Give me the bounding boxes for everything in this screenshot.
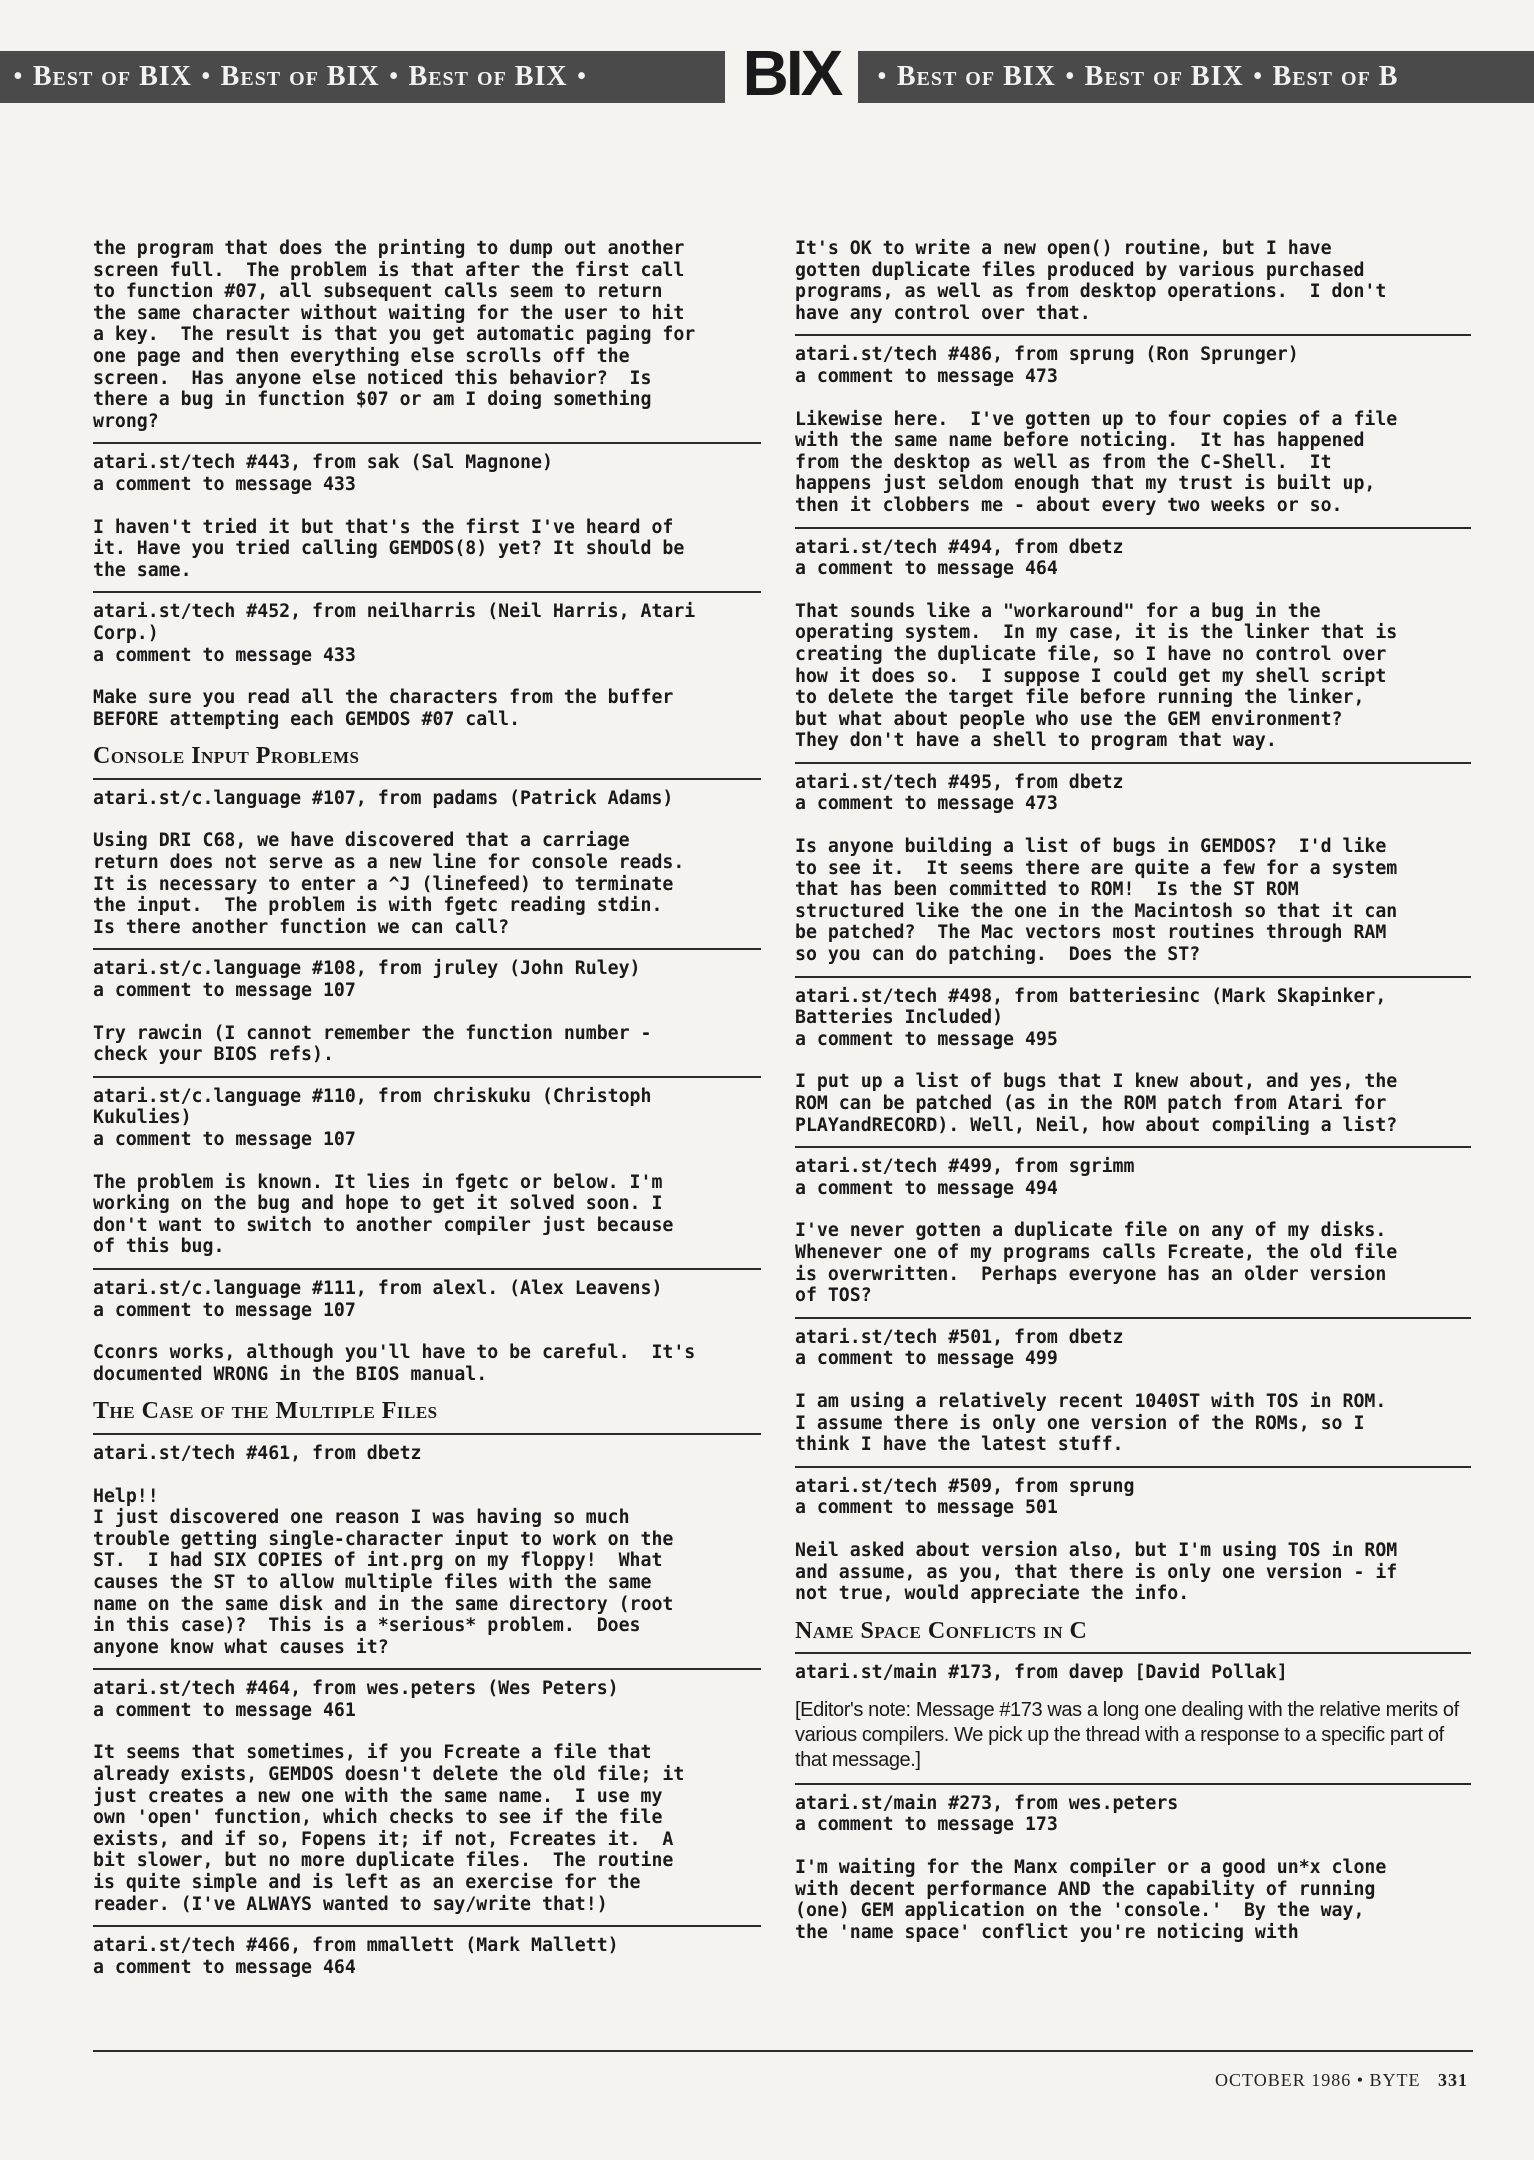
divider [93,1076,761,1078]
message-header: atari.st/tech #501, from dbetz a comment to message 499 [795,1326,1124,1370]
message-header: atari.st/tech #461, from dbetz [93,1442,422,1464]
message-body: Cconrs works, although you'll have to be careful. It's documented WRONG in the BIOS manual. [93,1342,696,1385]
banner-label: Best of BIX [220,61,380,92]
section-heading: Name Space Conflicts in C [795,1617,1088,1644]
divider [93,1433,761,1435]
message-body: I put up a list of bugs that I knew about, and yes, the ROM can be patched (as in the ROM patch from Atari for PLAYandRECORD). Well, Neil, how about compiling a list? [795,1071,1398,1136]
banner-label: Best of BIX [1084,61,1244,92]
message-body: Using DRI C68, we have discovered that a carriage return does not serve as a new line for console reads. It is necessary to enter a ^J (linefeed) to terminate the input. The problem is with fgetc reading stdin. Is there another function we can call? [93,830,685,938]
banner-label: Best of BIX [408,61,568,92]
message-body: Help!! I just discovered one reason I was having so much trouble getting single-character input to work on the ST. I had SIX COPIES of int.prg on my floppy! What causes the ST to allow multiple files with the same name on the same disk and in the same directory (root in this case)? This is a *serious* problem. Does anyone know what causes it? [93,1485,674,1658]
message-header: atari.st/c.language #111, from alexl. (Alex Leavens) a comment to message 107 [93,1277,663,1321]
message-body: the program that does the printing to dump out another screen full. The problem is that after the first call to function #07, all subsequent calls seem to return the same character without waiting for the user to hit a key. The result is that you get automatic paging for one page and then everything else scrolls off the screen. Has anyone else noticed this behavior? Is there a bug in function $07 or am I doing something wrong? [93,238,696,432]
divider [795,1783,1471,1785]
message-header: atari.st/main #273, from wes.peters a comment to message 173 [795,1792,1179,1836]
left-column [93,238,761,1978]
divider [795,527,1471,529]
divider [795,762,1471,764]
message-header: atari.st/tech #499, from sgrimm a comment to message 494 [795,1156,1135,1199]
message-body: Is anyone building a list of bugs in GEMDOS? I'd like to see it. It seems there are quite a few for a system that has been committed to ROM! Is the ST ROM structured like the one in the Macintosh so that it can be patched? The Mac vectors most routines through RAM so you can do patching. Does the ST? [795,836,1398,966]
message-header: atari.st/tech #486, from sprung (Ron Sprunger) a comment to message 473 [795,344,1299,387]
message-header: atari.st/tech #452, from neilharris (Neil Harris, Atari Corp.) a comment to message 433 [93,601,696,666]
message-body: Try rawcin (I cannot remember the function number - check your BIOS refs). [93,1022,652,1066]
divider [93,1268,761,1270]
message-body: I haven't tried it but that's the first I've heard of it. Have you tried calling GEMDOS(8) yet? It should be the same. [93,516,685,581]
page-footer [1215,2070,1468,2091]
message-body: Neil asked about version also, but I'm using TOS in ROM and assume, as you, that there is only one version - if not true, would appreciate the info. [795,1539,1398,1605]
divider [795,1146,1471,1148]
message-header: atari.st/tech #498, from batteriesinc (Mark Skapinker, Batteries Included) a comment to message 495 [795,985,1387,1050]
section-heading: The Case of the Multiple Files [93,1398,438,1425]
message-body: That sounds like a "workaround" for a bug in the operating system. In my case, it is the linker that is creating the duplicate file, so I have no control over how it does so. I suppose I could get my shell script to delete the target file before running the linker, but what about people who use the GEM environment? They don't have a shell to program that way. [795,600,1398,752]
divider [795,1466,1471,1468]
message-header: atari.st/c.language #107, from padams (Patrick Adams) [93,787,674,809]
divider [795,976,1471,978]
issue-label: OCTOBER 1986 • BYTE [1215,2070,1421,2090]
right-column [795,238,1471,1943]
banner-strip-left: • Best of BIX • Best of BIX • Best of BIX • [0,51,725,103]
divider [795,1652,1471,1654]
divider [93,442,761,444]
banner-label: Best of BIX [896,61,1056,92]
message-body: Make sure you read all the characters from the buffer BEFORE attempting each GEMDOS #07 call. [93,687,674,730]
divider [93,591,761,593]
banner-label: Best of B [1272,61,1399,92]
message-body: I am using a relatively recent 1040ST with TOS in ROM. I assume there is only one version of the ROMs, so I think I have the latest stuff. [795,1390,1387,1456]
banner-strip-right: • Best of BIX • Best of BIX • Best of B [858,51,1534,103]
header-banner [0,37,1534,109]
message-header: atari.st/c.language #110, from chriskuku (Christoph Kukulies) a comment to message 107 [93,1085,652,1150]
message-header: atari.st/c.language #108, from jruley (John Ruley) a comment to message 107 [93,958,641,1002]
bix-logo: BIX [742,37,841,109]
footer-divider [93,2050,1473,2052]
page-number: 331 [1438,2070,1468,2090]
divider [93,948,761,950]
message-body: It's OK to write a new open() routine, but I have gotten duplicate files produced by various purchased programs, as well as from desktop operations. I don't have any control over that. [795,238,1387,324]
divider [93,778,761,780]
divider [93,1668,761,1670]
message-header: atari.st/main #173, from davep [David Pollak] [795,1662,1288,1684]
message-header: atari.st/tech #495, from dbetz a comment to message 473 [795,771,1124,815]
divider [795,334,1471,336]
message-header: atari.st/tech #494, from dbetz a comment to message 464 [795,536,1124,580]
message-body: I've never gotten a duplicate file on any of my disks. Whenever one of my programs calls Fcreate, the old file is overwritten. Perhaps everyone has an older version of TOS? [795,1220,1398,1307]
banner-label: Best of BIX [32,61,192,92]
divider [795,1317,1471,1319]
section-heading: Console Input Problems [93,743,360,770]
message-header: atari.st/tech #464, from wes.peters (Wes Peters) a comment to message 461 [93,1678,619,1721]
divider [93,1925,761,1927]
message-header: atari.st/tech #443, from sak (Sal Magnone) a comment to message 433 [93,452,553,495]
message-header: atari.st/tech #509, from sprung a comment to message 501 [795,1475,1135,1519]
message-body: I'm waiting for the Manx compiler or a good un*x clone with decent performance AND the capability of running (one) GEM application on the 'console.' By the way, the 'name space' conflict you're noticing with [795,1857,1387,1943]
message-body: Likewise here. I've gotten up to four copies of a file with the same name before noticing. It has happened from the desktop as well as from the C-Shell. It happens just seldom enough that my trust is built up, then it clobbers me - about every two weeks or so. [795,408,1398,516]
editor-note: [Editor's note: Message #173 was a long one dealing with the relative merits of various compilers. We pick up the thread with a response to a specific part of that message.] [795,1698,1459,1771]
message-body: It seems that sometimes, if you Fcreate a file that already exists, GEMDOS doesn't delete the old file; it just creates a new one with the same name. I use my own 'open' function, which checks to see if the file exists, and if so, Fopens it; if not, Fcreates it. A bit slower, but no more duplicate files. The routine is quite simple and is left as an exercise for the reader. (I've ALWAYS wanted to say/write that!) [93,1742,685,1915]
message-header: atari.st/tech #466, from mmallett (Mark Mallett) a comment to message 464 [93,1935,619,1978]
message-body: The problem is known. It lies in fgetc or below. I'm working on the bug and hope to get it solved soon. I don't want to switch to another compiler just because of this bug. [93,1171,674,1258]
